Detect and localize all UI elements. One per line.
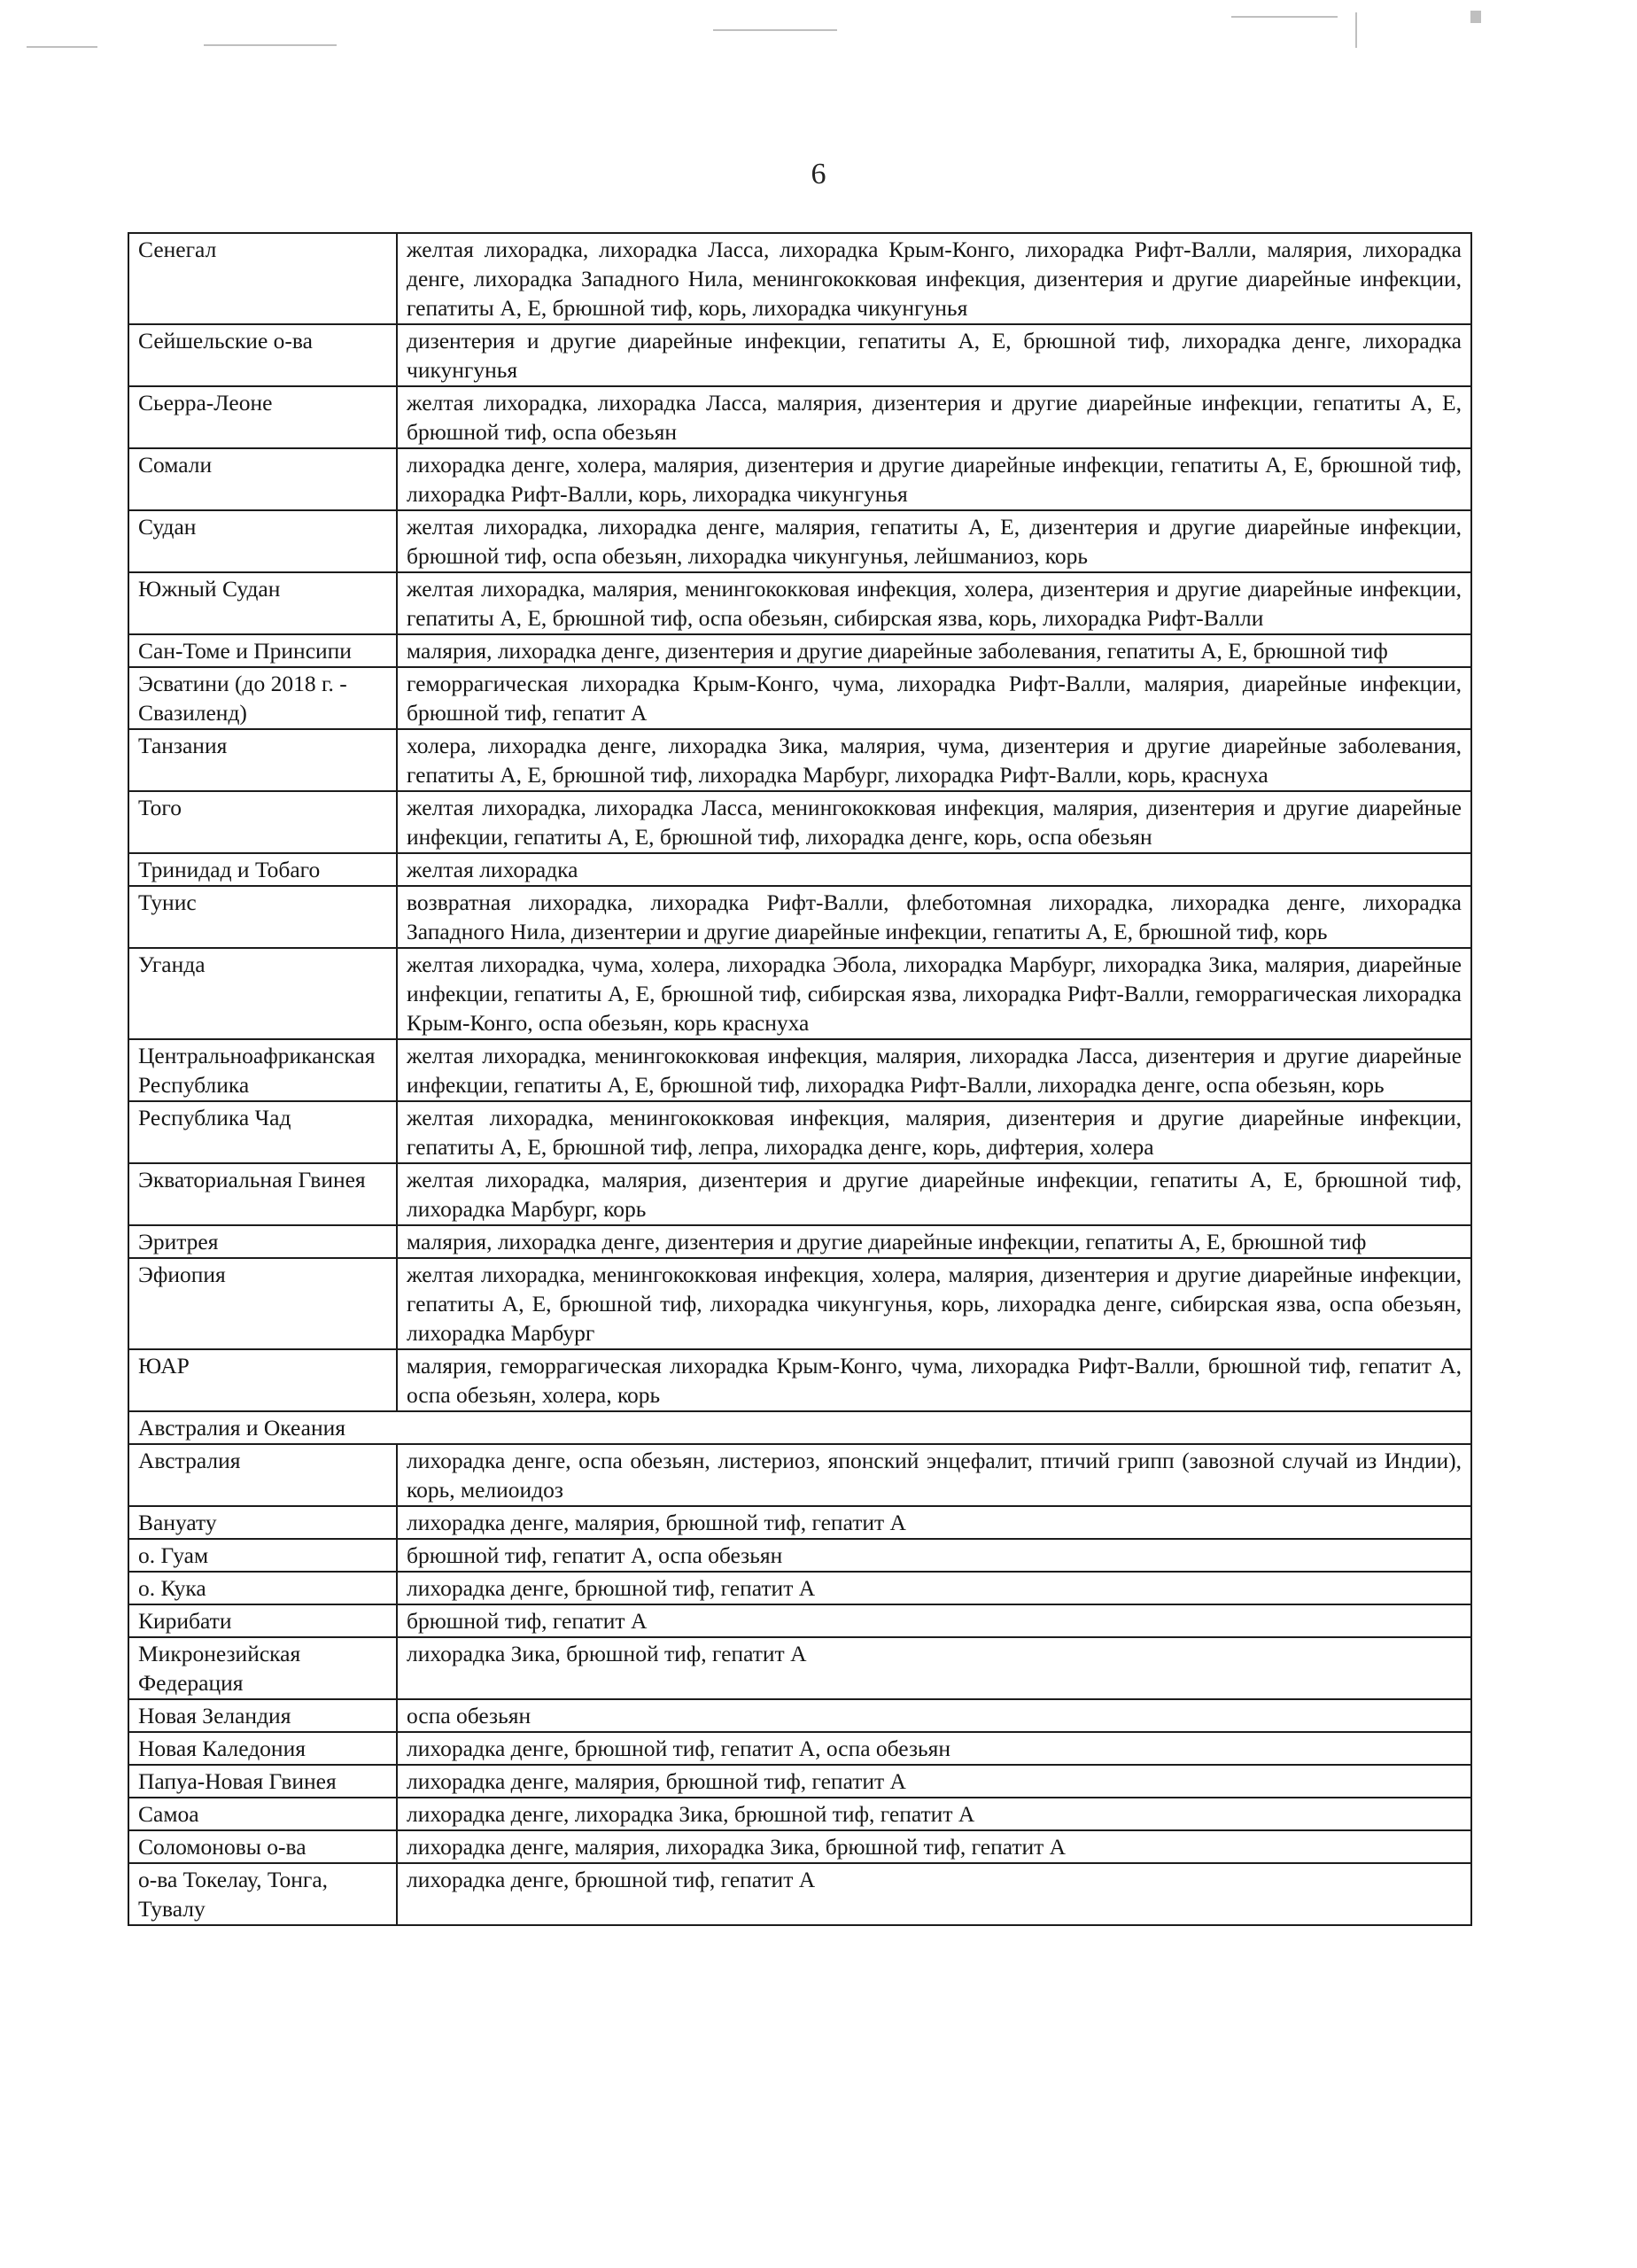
oceania-table-body <box>128 1444 1471 1925</box>
country-name: Австралия <box>128 1444 397 1506</box>
country-name: Эритрея <box>128 1225 397 1258</box>
scan-artifact <box>204 44 337 46</box>
country-name: Сан-Томе и Принсипи <box>128 634 397 667</box>
table-row <box>128 1349 1471 1411</box>
country-disease-table <box>128 232 1472 1926</box>
table-row <box>128 324 1471 386</box>
country-name: Тринидад и Тобаго <box>128 853 397 886</box>
table-row <box>128 1765 1471 1798</box>
disease-list: желтая лихорадка, лихорадка денге, малярия, гепатиты А, Е, дизентерия и другие диарейные инфекции, брюшной тиф, оспа обезьян, лихорадка чикунгунья, лейшманиоз, корь <box>397 510 1471 572</box>
disease-list: желтая лихорадка, менингококковая инфекция, малярия, лихорадка Ласса, дизентерия и другие диарейные инфекции, гепатиты А, Е, брюшной тиф, лихорадка Рифт-Валли, лихорадка денге, оспа обезьян, корь <box>397 1039 1471 1101</box>
country-name: Эсватини (до 2018 г. - Свазиленд) <box>128 667 397 729</box>
disease-list: малярия, лихорадка денге, дизентерия и другие диарейные инфекции, гепатиты А, Е, брюшной тиф <box>397 1225 1471 1258</box>
disease-list: лихорадка денге, брюшной тиф, гепатит А <box>397 1863 1471 1925</box>
country-name: Того <box>128 791 397 853</box>
country-name: Сейшельские о-ва <box>128 324 397 386</box>
disease-list: возвратная лихорадка, лихорадка Рифт-Валли, флеботомная лихорадка, лихорадка денге, лихорадка Западного Нила, дизентерии и другие диарейные инфекции, гепатиты А, Е, брюшной тиф, корь <box>397 886 1471 948</box>
country-name: Эфиопия <box>128 1258 397 1349</box>
table-row <box>128 1604 1471 1637</box>
disease-list: холера, лихорадка денге, лихорадка Зика, малярия, чума, дизентерия и другие диарейные заболевания, гепатиты А, Е, брюшной тиф, лихорадка Марбург, лихорадка Рифт-Валли, корь, краснуха <box>397 729 1471 791</box>
disease-list: лихорадка денге, лихорадка Зика, брюшной тиф, гепатит А <box>397 1798 1471 1830</box>
disease-list: малярия, лихорадка денге, дизентерия и другие диарейные заболевания, гепатиты А, Е, брюшной тиф <box>397 634 1471 667</box>
disease-list: желтая лихорадка, менингококковая инфекция, малярия, дизентерия и другие диарейные инфекции, гепатиты А, Е, брюшной тиф, лепра, лихорадка денге, корь, дифтерия, холера <box>397 1101 1471 1163</box>
country-name: Кирибати <box>128 1604 397 1637</box>
disease-list: дизентерия и другие диарейные инфекции, гепатиты А, Е, брюшной тиф, лихорадка денге, лихорадка чикунгунья <box>397 324 1471 386</box>
country-name: Микронезийская Федерация <box>128 1637 397 1699</box>
section-header-row <box>128 1411 1471 1444</box>
disease-list: лихорадка денге, холера, малярия, дизентерия и другие диарейные инфекции, гепатиты А, Е, брюшной тиф, лихорадка Рифт-Валли, корь, лихорадка чикунгунья <box>397 448 1471 510</box>
table-row <box>128 572 1471 634</box>
table-row <box>128 1572 1471 1604</box>
scan-artifact <box>27 46 97 48</box>
country-name: Сьерра-Леоне <box>128 386 397 448</box>
section-title: Австралия и Океания <box>128 1411 1471 1444</box>
country-name: Республика Чад <box>128 1101 397 1163</box>
table-row <box>128 1732 1471 1765</box>
table-row <box>128 1506 1471 1539</box>
table-row <box>128 1101 1471 1163</box>
disease-list: лихорадка денге, брюшной тиф, гепатит А, оспа обезьян <box>397 1732 1471 1765</box>
scan-artifact <box>1355 12 1357 48</box>
table-row <box>128 1699 1471 1732</box>
table-row <box>128 1444 1471 1506</box>
disease-list: лихорадка Зика, брюшной тиф, гепатит А <box>397 1637 1471 1699</box>
disease-list: лихорадка денге, оспа обезьян, листериоз, японский энцефалит, птичий грипп (завозной случай из Индии), корь, мелиоидоз <box>397 1444 1471 1506</box>
table-row <box>128 1863 1471 1925</box>
disease-list: желтая лихорадка, малярия, дизентерия и другие диарейные инфекции, гепатиты А, Е, брюшной тиф, лихорадка Марбург, корь <box>397 1163 1471 1225</box>
table-row <box>128 853 1471 886</box>
disease-list: желтая лихорадка, лихорадка Ласса, лихорадка Крым-Конго, лихорадка Рифт-Валли, малярия, лихорадка денге, лихорадка Западного Нила, менингококковая инфекция, дизентерия и другие диарейные инфекции, гепатиты А, Е, брюшной тиф, корь, лихорадка чикунгунья <box>397 233 1471 324</box>
disease-list: лихорадка денге, малярия, лихорадка Зика, брюшной тиф, гепатит А <box>397 1830 1471 1863</box>
table-row <box>128 448 1471 510</box>
table-row <box>128 1637 1471 1699</box>
country-name: Уганда <box>128 948 397 1039</box>
scan-artifact <box>713 29 837 31</box>
disease-list: малярия, геморрагическая лихорадка Крым-Конго, чума, лихорадка Рифт-Валли, брюшной тиф, гепатит А, оспа обезьян, холера, корь <box>397 1349 1471 1411</box>
country-name: Сенегал <box>128 233 397 324</box>
table-row <box>128 1539 1471 1572</box>
table-row <box>128 667 1471 729</box>
disease-list: желтая лихорадка <box>397 853 1471 886</box>
country-name: о-ва Токелау, Тонга, Тувалу <box>128 1863 397 1925</box>
table-row <box>128 233 1471 324</box>
country-name: Папуа-Новая Гвинея <box>128 1765 397 1798</box>
country-name: Сомали <box>128 448 397 510</box>
disease-list: оспа обезьян <box>397 1699 1471 1732</box>
country-name: Центральноафриканская Республика <box>128 1039 397 1101</box>
table-row <box>128 791 1471 853</box>
page-number: 6 <box>811 158 826 190</box>
disease-list: брюшной тиф, гепатит А, оспа обезьян <box>397 1539 1471 1572</box>
disease-list: геморрагическая лихорадка Крым-Конго, чума, лихорадка Рифт-Валли, малярия, диарейные инфекции, брюшной тиф, гепатит А <box>397 667 1471 729</box>
disease-list: лихорадка денге, брюшной тиф, гепатит А <box>397 1572 1471 1604</box>
disease-list: желтая лихорадка, лихорадка Ласса, малярия, дизентерия и другие диарейные инфекции, гепатиты А, Е, брюшной тиф, оспа обезьян <box>397 386 1471 448</box>
table-row <box>128 1039 1471 1101</box>
country-name: Южный Судан <box>128 572 397 634</box>
table-row <box>128 386 1471 448</box>
country-name: Экваториальная Гвинея <box>128 1163 397 1225</box>
disease-list: лихорадка денге, малярия, брюшной тиф, гепатит А <box>397 1506 1471 1539</box>
africa-table-body <box>128 233 1471 1411</box>
country-name: Соломоновы о-ва <box>128 1830 397 1863</box>
table-row <box>128 886 1471 948</box>
country-name: о. Гуам <box>128 1539 397 1572</box>
table-row <box>128 1258 1471 1349</box>
country-name: Вануату <box>128 1506 397 1539</box>
scan-artifact <box>1470 11 1481 23</box>
disease-list: лихорадка денге, малярия, брюшной тиф, гепатит А <box>397 1765 1471 1798</box>
scan-artifact <box>1231 16 1338 18</box>
country-name: Тунис <box>128 886 397 948</box>
disease-list: желтая лихорадка, чума, холера, лихорадка Эбола, лихорадка Марбург, лихорадка Зика, малярия, диарейные инфекции, гепатиты А, Е, брюшной тиф, сибирская язва, лихорадка Рифт-Валли, геморрагическая лихорадка Крым-Конго, оспа обезьян, корь краснуха <box>397 948 1471 1039</box>
disease-list: желтая лихорадка, менингококковая инфекция, холера, малярия, дизентерия и другие диарейные инфекции, гепатиты А, Е, брюшной тиф, лихорадка чикунгунья, корь, лихорадка денге, сибирская язва, оспа обезьян, лихорадка Марбург <box>397 1258 1471 1349</box>
oceania-section <box>128 1411 1471 1444</box>
country-name: Самоа <box>128 1798 397 1830</box>
table-row <box>128 1830 1471 1863</box>
table-row <box>128 634 1471 667</box>
country-name: Новая Каледония <box>128 1732 397 1765</box>
country-name: о. Кука <box>128 1572 397 1604</box>
table-row <box>128 729 1471 791</box>
table-row <box>128 1163 1471 1225</box>
country-name: Судан <box>128 510 397 572</box>
disease-list: желтая лихорадка, малярия, менингококковая инфекция, холера, дизентерия и другие диарейные инфекции, гепатиты А, Е, брюшной тиф, оспа обезьян, сибирская язва, корь, лихорадка Рифт-Валли <box>397 572 1471 634</box>
disease-list: брюшной тиф, гепатит А <box>397 1604 1471 1637</box>
country-name: ЮАР <box>128 1349 397 1411</box>
table-row <box>128 510 1471 572</box>
country-name: Танзания <box>128 729 397 791</box>
table-row <box>128 1798 1471 1830</box>
table-row <box>128 1225 1471 1258</box>
table-row <box>128 948 1471 1039</box>
country-name: Новая Зеландия <box>128 1699 397 1732</box>
disease-list: желтая лихорадка, лихорадка Ласса, менингококковая инфекция, малярия, дизентерия и другие диарейные инфекции, гепатиты А, Е, брюшной тиф, лихорадка денге, корь, оспа обезьян <box>397 791 1471 853</box>
